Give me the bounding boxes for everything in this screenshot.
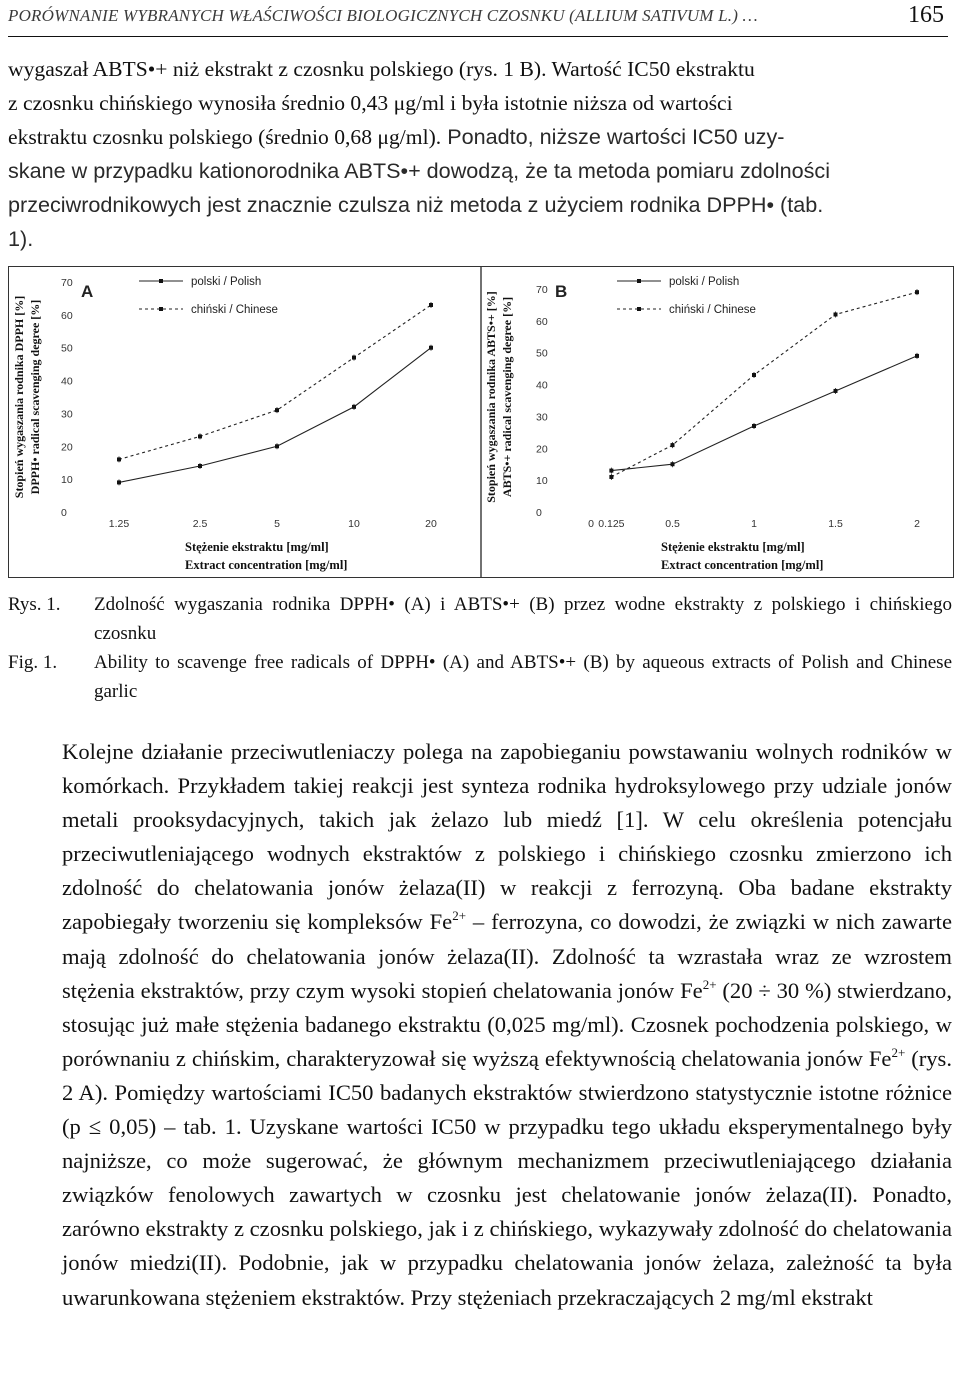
y-axis-label-polish: Stopień wygaszania rodnika DPPH [%]: [12, 295, 26, 499]
data-point: [752, 373, 756, 377]
legend-label: chiński / Chinese: [669, 304, 756, 316]
x-axis-label-polish: Stężenie ekstraktu [mg/ml]: [661, 540, 805, 554]
paragraph-2: [8, 735, 952, 1315]
data-point: [671, 443, 675, 447]
superscript-charge: 2+: [452, 908, 467, 924]
superscript-charge: 2+: [891, 1044, 906, 1060]
x-tick-label: 0.5: [665, 518, 680, 530]
y-tick-label: 30: [536, 411, 548, 424]
data-point: [198, 434, 202, 438]
paragraph-2-part: Kolejne działanie przeciwutleniaczy polega na zapobieganiu powstawaniu wolnych rodników w komórkach. Przykładem takiej reakcji jest synteza rodnika hydroksylowego przy udziale jonów metali prooksydacyjnych, takich jak żelazo lub miedź [1]. W celu określenia potencjału przeciwutleniającego wodnych ekstraktów z polskiego i chińskiego czosnku zmierzono ich zdolność do chelatowania jonów żelaza(II) w reakcji z ferrozyną. Oba badane ekstrakty zapobiegały tworzeniu się kompleksów Fe: [62, 739, 952, 935]
paragraph-1-line: przeciwrodnikowych jest znacznie czulsza niż metoda z użyciem rodnika DPPH• (tab.: [8, 192, 824, 217]
legend-marker: [637, 307, 641, 311]
panel-letter: B: [555, 282, 568, 301]
data-point: [609, 469, 613, 473]
figure-caption: [8, 590, 952, 706]
y-tick-label: 20: [536, 443, 548, 456]
caption-polish: [8, 590, 952, 648]
y-tick-label: 20: [61, 441, 73, 454]
legend-label: chiński / Chinese: [191, 304, 278, 316]
paragraph-2-part: (20 ÷ 30 %) stwierdzano, stosując już małe stężenia badanego ekstraktu (0,025 mg/ml). Czosnek pochodzenia polskiego, w porównaniu z chińskim, charakteryzował się wyższą efektywnością chelatowania jonów Fe: [62, 977, 953, 1071]
legend-marker: [637, 279, 641, 283]
data-point: [834, 312, 838, 316]
paragraph-2-part: – ferrozyna, co dowodzi, że związki w nich zawarte mają zdolność do chelatowania jonów żelaza(II). Zdolność ta wzrastała wraz ze wzrostem stężenia ekstraktów, przy czym wysoki stopień chelatowania jonów Fe: [62, 909, 952, 1003]
y-tick-label: 10: [61, 474, 73, 487]
paragraph-2-text: [8, 735, 952, 1315]
legend-label: polski / Polish: [191, 276, 262, 288]
data-point: [915, 354, 919, 358]
y-tick-label: 50: [61, 342, 73, 355]
y-tick-label: 70: [61, 277, 73, 289]
y-tick-label: 60: [536, 315, 548, 328]
x-tick-label: 1.25: [108, 518, 130, 530]
x-tick-label: 0: [588, 518, 594, 530]
series-line-chinese: [611, 292, 917, 477]
data-point: [429, 303, 433, 307]
x-tick-label: 10: [348, 518, 360, 530]
x-tick-label: 20: [425, 518, 437, 530]
page-number: 165: [908, 2, 944, 28]
paragraph-1-line: wygaszał ABTS•+ niż ekstrakt z czosnku polskiego (rys. 1 B). Wartość IC50 ekstraktu: [8, 57, 755, 81]
y-axis-label-english: DPPH• radical scavenging degree [%]: [28, 299, 42, 495]
data-point: [352, 356, 356, 360]
data-point: [752, 424, 756, 428]
caption-text-english: Ability to scavenge free radicals of DPPH• (A) and ABTS•+ (B) by aqueous extracts of Polish and Chinese garlic: [94, 652, 952, 702]
panel-letter: A: [81, 282, 94, 301]
data-point: [915, 290, 919, 294]
paragraph-1-line: 1).: [8, 226, 34, 251]
x-tick-label: 5: [274, 518, 280, 530]
x-tick-label: 2.5: [192, 518, 208, 530]
x-axis-label-english: Extract concentration [mg/ml]: [661, 558, 824, 572]
y-axis-label-polish: Stopień wygaszania rodnika ABTS•+ [%]: [484, 291, 498, 503]
y-tick-label: 50: [536, 347, 548, 360]
data-point: [275, 408, 279, 412]
paragraph-1-fragment: ekstraktu czosnku polskiego (średnio 0,68 μg/ml).: [8, 125, 442, 149]
paragraph-1: [8, 52, 952, 256]
chart-panel-a: [12, 276, 437, 572]
series-line-polish: [611, 356, 917, 471]
x-axis-label-polish: Stężenie ekstraktu [mg/ml]: [185, 540, 329, 554]
y-tick-label: 0: [61, 507, 67, 519]
series-line-chinese: [119, 305, 431, 459]
x-tick-label: 1.5: [828, 518, 843, 530]
data-point: [834, 389, 838, 393]
y-tick-label: 0: [536, 507, 542, 519]
paragraph-1-line: skane w przypadku kationorodnika ABTS•+ dowodzą, że ta metoda pomiaru zdolności: [8, 158, 830, 183]
x-tick-label: 2: [914, 518, 920, 530]
caption-label-rys: Rys. 1.: [8, 594, 61, 615]
data-point: [609, 475, 613, 479]
y-tick-label: 70: [536, 284, 548, 296]
paragraph-1-line: [8, 120, 952, 154]
data-point: [275, 444, 279, 448]
chart-panel-b: [484, 276, 920, 572]
data-point: [198, 464, 202, 468]
paragraph-1-line: z czosnku chińskiego wynosiła średnio 0,43 μg/ml i była istotnie niższa od wartości: [8, 91, 733, 115]
caption-label-fig: Fig. 1.: [8, 652, 58, 673]
caption-english: [8, 648, 952, 706]
legend-marker: [159, 279, 163, 283]
x-tick-label: 0.125: [598, 518, 625, 530]
x-axis-label-english: Extract concentration [mg/ml]: [185, 558, 348, 572]
caption-text-polish: Zdolność wygaszania rodnika DPPH• (A) i ABTS•+ (B) przez wodne ekstrakty z polskiego i chińskiego czosnku: [94, 594, 952, 644]
running-title: PORÓWNANIE WYBRANYCH WŁAŚCIWOŚCI BIOLOGICZNYCH CZOSNKU (ALLIUM SATIVUM L.) …: [8, 6, 758, 25]
data-point: [429, 346, 433, 350]
data-point: [117, 457, 121, 461]
figure-1: [8, 266, 954, 578]
running-header: [8, 0, 948, 37]
superscript-charge: 2+: [702, 976, 717, 992]
legend-label: polski / Polish: [669, 276, 740, 288]
legend-marker: [159, 307, 163, 311]
figure-1-chart: [9, 267, 953, 577]
data-point: [117, 480, 121, 484]
data-point: [671, 462, 675, 466]
y-tick-label: 10: [536, 475, 548, 488]
paragraph-2-part: (rys. 2 A). Pomiędzy wartościami IC50 badanych ekstraktów stwierdzono statystycznie istotne różnice (p ≤ 0,05) – tab. 1. Uzyskane wartości IC50 w przypadku tego układu eksperymentalnego były najniższe, co może sugerować, że głównym mechanizmem przeciwutleniającego działania związków fenolowych zawartych w czosnku jest chelatowanie jonów żelaza(II). Ponadto, zarówno ekstrakty z czosnku polskiego, jak i z chińskiego, wykazywały zdolność do chelatowania jonów miedzi(II). Podobnie, jak w przypadku chelatowania jonów żelaza, zależność ta była uwarunkowana stężeniem ekstraktów. Przy stężeniach przekraczających 2 mg/ml ekstrakt: [62, 1045, 952, 1310]
y-tick-label: 60: [61, 309, 73, 322]
y-axis-label-english: ABTS•+ radical scavenging degree [%]: [500, 296, 514, 498]
series-line-polish: [119, 348, 431, 483]
data-point: [352, 405, 356, 409]
paragraph-1-fragment: Ponadto, niższe wartości IC50 uzy-: [447, 124, 785, 149]
y-tick-label: 40: [61, 375, 73, 388]
y-tick-label: 30: [61, 408, 73, 421]
y-tick-label: 40: [536, 379, 548, 392]
x-tick-label: 1: [751, 518, 757, 530]
